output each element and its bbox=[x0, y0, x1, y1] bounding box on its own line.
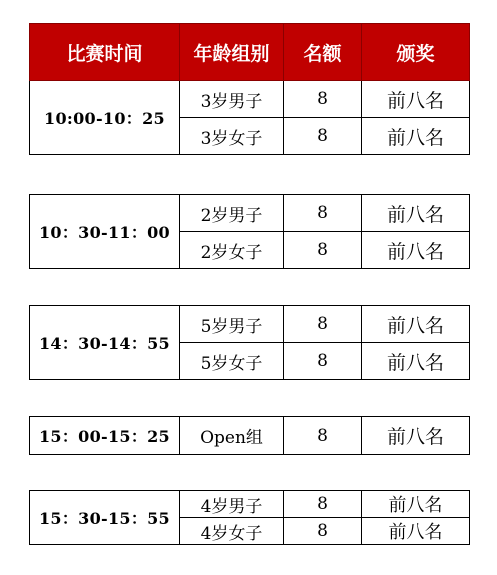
time-cell: 10:00-10：25 bbox=[30, 81, 180, 155]
header-quota: 名额 bbox=[284, 24, 362, 81]
table-row bbox=[30, 195, 470, 232]
header-age-group: 年龄组别 bbox=[180, 24, 284, 81]
schedule-table-3 bbox=[29, 305, 470, 380]
quota-cell: 8 bbox=[284, 343, 362, 380]
award-cell: 前八名 bbox=[362, 491, 470, 518]
quota-cell: 8 bbox=[284, 195, 362, 232]
quota-cell: 8 bbox=[284, 491, 362, 518]
quota-cell: 8 bbox=[284, 118, 362, 155]
quota-cell: 8 bbox=[284, 518, 362, 545]
award-cell: 前八名 bbox=[362, 518, 470, 545]
group-cell: 2岁女子 bbox=[180, 232, 284, 269]
time-cell: 15：30-15：55 bbox=[30, 491, 180, 545]
quota-cell: 8 bbox=[284, 232, 362, 269]
group-cell: 2岁男子 bbox=[180, 195, 284, 232]
header-award: 颁奖 bbox=[362, 24, 470, 81]
quota-cell: 8 bbox=[284, 417, 362, 455]
group-cell: 3岁女子 bbox=[180, 118, 284, 155]
award-cell: 前八名 bbox=[362, 81, 470, 118]
schedule-table-4 bbox=[29, 416, 470, 455]
award-cell: 前八名 bbox=[362, 343, 470, 380]
award-cell: 前八名 bbox=[362, 118, 470, 155]
schedule-table-2 bbox=[29, 194, 470, 269]
table-row bbox=[30, 417, 470, 455]
table-row bbox=[30, 81, 470, 118]
table-row bbox=[30, 306, 470, 343]
group-cell: 5岁男子 bbox=[180, 306, 284, 343]
time-cell: 10：30-11：00 bbox=[30, 195, 180, 269]
quota-cell: 8 bbox=[284, 306, 362, 343]
time-cell: 14：30-14：55 bbox=[30, 306, 180, 380]
award-cell: 前八名 bbox=[362, 306, 470, 343]
header-row bbox=[30, 24, 470, 81]
group-cell: 4岁男子 bbox=[180, 491, 284, 518]
time-cell: 15：00-15：25 bbox=[30, 417, 180, 455]
table-row bbox=[30, 491, 470, 518]
header-time: 比赛时间 bbox=[30, 24, 180, 81]
schedule-table-1 bbox=[29, 23, 470, 155]
quota-cell: 8 bbox=[284, 81, 362, 118]
award-cell: 前八名 bbox=[362, 195, 470, 232]
group-cell: 3岁男子 bbox=[180, 81, 284, 118]
group-cell: 4岁女子 bbox=[180, 518, 284, 545]
group-cell: 5岁女子 bbox=[180, 343, 284, 380]
award-cell: 前八名 bbox=[362, 232, 470, 269]
award-cell: 前八名 bbox=[362, 417, 470, 455]
schedule-table-5 bbox=[29, 490, 470, 545]
group-cell: Open组 bbox=[180, 417, 284, 455]
